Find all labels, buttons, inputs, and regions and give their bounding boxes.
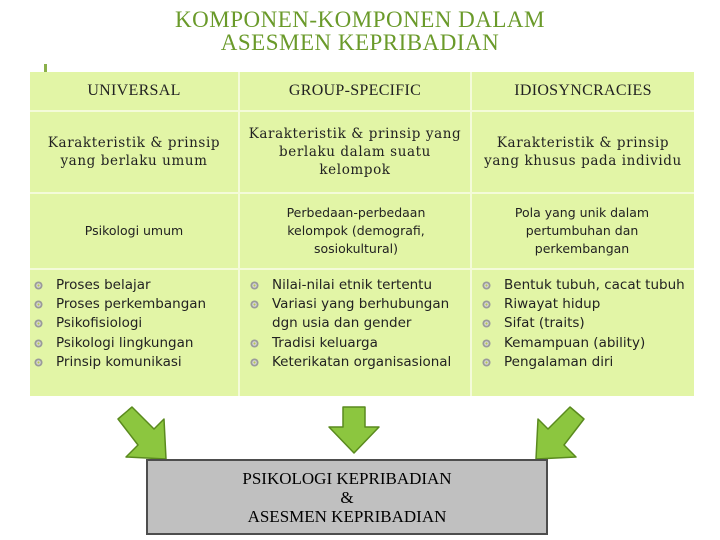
list-item	[482, 314, 688, 333]
list-item-text: Sifat (traits)	[504, 315, 585, 332]
row-divider	[30, 268, 694, 270]
list-item	[34, 314, 234, 333]
list-item-text: Proses belajar	[56, 277, 151, 293]
definition-group-specific: Karakteristik & prinsip yang berlaku dalam suatu kelompok	[246, 112, 464, 192]
flower-bullet-icon	[250, 300, 259, 309]
result-line-3: ASESMEN KEPRIBADIAN	[247, 506, 447, 526]
list-item	[250, 295, 462, 333]
list-item	[34, 334, 234, 353]
list-item	[34, 276, 234, 295]
flower-bullet-icon	[482, 319, 491, 328]
arrow-down-left-icon	[528, 405, 590, 463]
flower-bullet-icon	[34, 319, 43, 328]
definition-universal: Karakteristik & prinsip yang berlaku umum	[34, 112, 234, 192]
flower-bullet-icon	[34, 358, 43, 367]
list-item-text: Bentuk tubuh, cacat tubuh	[504, 277, 685, 293]
flower-bullet-icon	[250, 339, 259, 348]
list-item-text: Proses perkembangan	[56, 296, 207, 313]
title-line-2: ASESMEN KEPRIBADIAN	[220, 30, 500, 55]
flower-bullet-icon	[34, 300, 43, 309]
list-item	[250, 353, 462, 372]
list-item-text: Prinsip komunikasi	[56, 353, 182, 370]
result-line-2: &	[340, 487, 354, 507]
list-item-text: Riwayat hidup	[504, 296, 601, 313]
flower-bullet-icon	[482, 281, 491, 290]
diagram-title	[0, 8, 720, 54]
column-divider	[238, 72, 240, 396]
list-item-text: Variasi yang berhubungan dgn usia dan gender	[272, 296, 450, 332]
list-item-text: Psikofisiologi	[56, 315, 143, 332]
result-box	[146, 459, 548, 535]
subheading-idiosyncracies: Pola yang unik dalam pertumbuhan dan perkembangan	[492, 194, 672, 268]
flower-bullet-icon	[34, 281, 43, 290]
list-item	[250, 334, 462, 353]
flower-bullet-icon	[34, 339, 43, 348]
column-divider	[470, 72, 472, 396]
subheading-group-specific: Perbedaan-perbedaan kelompok (demografi, sosiokultural)	[266, 194, 446, 268]
list-idiosyncracies	[482, 276, 688, 372]
arrow-down-icon	[327, 405, 381, 455]
arrow-down-right-icon	[112, 405, 174, 463]
flower-bullet-icon	[250, 358, 259, 367]
list-item-text: Pengalaman diri	[504, 353, 614, 370]
list-item	[482, 276, 688, 295]
header-group-specific: GROUP-SPECIFIC	[240, 72, 470, 110]
flower-bullet-icon	[482, 339, 491, 348]
subheading-universal: Psikologi umum	[34, 194, 234, 268]
header-universal: UNIVERSAL	[30, 72, 238, 110]
result-line-1: PSIKOLOGI KEPRIBADIAN	[242, 468, 452, 488]
flower-bullet-icon	[482, 358, 491, 367]
list-item-text: Kemampuan (ability)	[504, 334, 646, 351]
list-item	[482, 353, 688, 372]
list-item-text: Keterikatan organisasional	[272, 353, 452, 370]
list-item-text: Tradisi keluarga	[272, 334, 378, 351]
list-item	[34, 353, 234, 372]
header-idiosyncracies: IDIOSYNCRACIES	[472, 72, 694, 110]
list-item-text: Nilai-nilai etnik tertentu	[272, 277, 433, 293]
list-item	[482, 295, 688, 314]
list-item	[482, 334, 688, 353]
components-table	[30, 72, 694, 396]
flower-bullet-icon	[482, 300, 491, 309]
definition-idiosyncracies: Karakteristik & prinsip yang khusus pada individu	[480, 112, 686, 192]
list-item	[250, 276, 462, 295]
list-item-text: Psikologi lingkungan	[56, 334, 194, 351]
flower-bullet-icon	[250, 281, 259, 290]
list-universal	[34, 276, 234, 372]
list-item	[34, 295, 234, 314]
list-group-specific	[250, 276, 462, 372]
title-line-1: KOMPONEN-KOMPONEN DALAM	[175, 7, 545, 32]
